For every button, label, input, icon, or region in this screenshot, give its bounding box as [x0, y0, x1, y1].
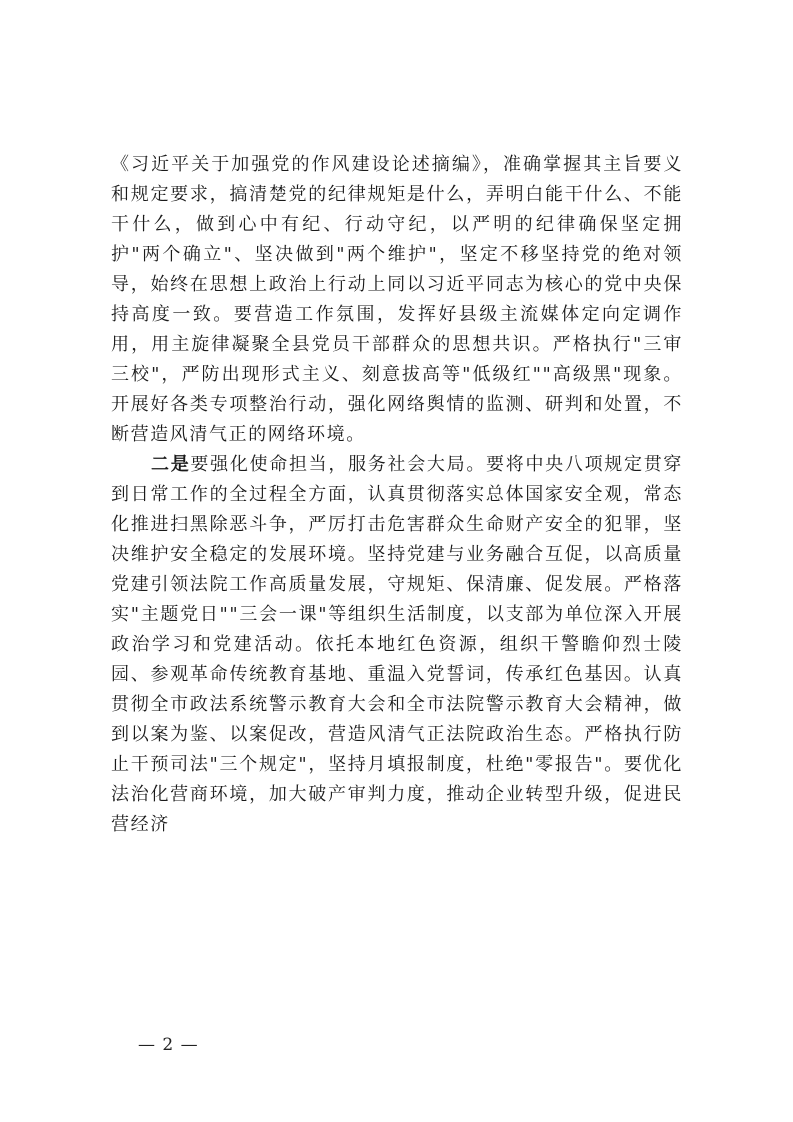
page-number: — 2 —	[138, 1035, 199, 1055]
paragraph-item-two	[111, 450, 683, 840]
paragraph-text: 《习近平关于加强党的作风建设论述摘编》，准确掌握其主旨要义和规定要求，搞清楚党的纪律规矩是什么，弄明白能干什么、不能干什么，做到心中有纪、行动守纪，以严明的纪律确保坚定拥护"两个确立"、坚决做到"两个维护"，坚定不移坚持党的绝对领导，始终在思想上政治上行动上同以习近平同志为核心的党中央保持高度一致。要营造工作氛围，发挥好县级主流媒体定向定调作用，用主旋律凝聚全县党员干部群众的思想共识。严格执行"三审三校"，严防出现形式主义、刻意拔高等"低级红""高级黑"现象。开展好各类专项整治行动，强化网络舆情的监测、研判和处置，不断营造风清气正的网络环境。	[111, 154, 683, 445]
paragraph-lead: 二是	[151, 454, 191, 475]
paragraph-continuation	[111, 150, 683, 450]
document-body	[111, 150, 683, 840]
paragraph-text: 要强化使命担当，服务社会大局。要将中央八项规定贯穿到日常工作的全过程全方面，认真贯彻落实总体国家安全观，常态化推进扫黑除恶斗争，严厉打击危害群众生命财产安全的犯罪，坚决维护安全稳定的发展环境。坚持党建与业务融合互促，以高质量党建引领法院工作高质量发展，守规矩、保清廉、促发展。严格落实"主题党日""三会一课"等组织生活制度，以支部为单位深入开展政治学习和党建活动。依托本地红色资源，组织干警瞻仰烈士陵园、参观革命传统教育基地、重温入党誓词，传承红色基因。认真贯彻全市政法系统警示教育大会和全市法院警示教育大会精神，做到以案为鉴、以案促改，营造风清气正法院政治生态。严格执行防止干预司法"三个规定"，坚持月填报制度，杜绝"零报告"。要优化法治化营商环境，加大破产审判力度，推动企业转型升级，促进民营经济	[111, 454, 684, 835]
